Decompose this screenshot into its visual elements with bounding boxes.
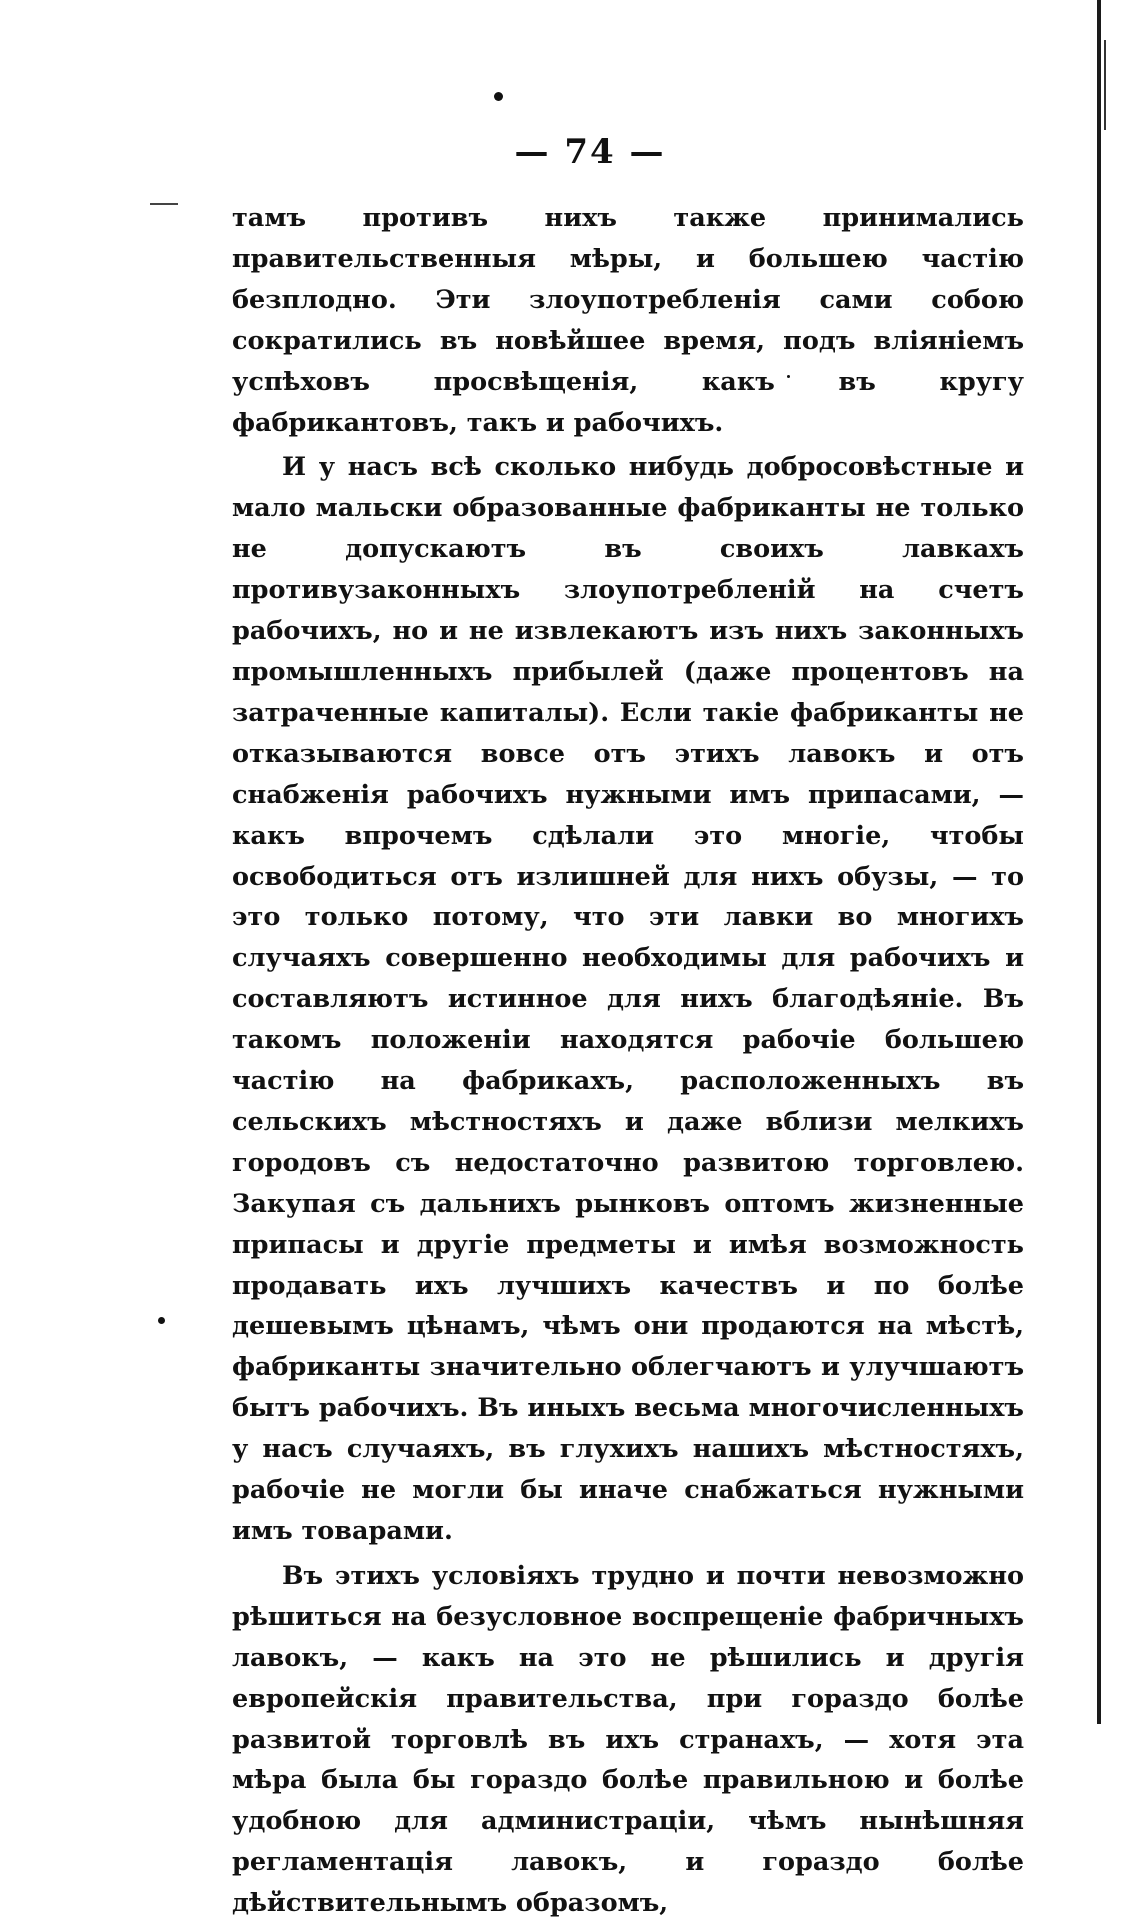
ink-speck-margin xyxy=(158,1317,165,1324)
body-text xyxy=(232,198,1024,1928)
margin-mark xyxy=(150,203,178,205)
page-edge-mark xyxy=(1104,40,1106,130)
paragraph-usloviya: Въ этихъ условіяхъ трудно и почти невозможно рѣшиться на безусловное воспрещеніе фабричныхъ лавокъ, — какъ на это не рѣшились и другія европейскія правительства, при гораздо болѣе развитой торговлѣ въ ихъ странахъ, — хотя эта мѣра была бы гораздо болѣе правильною и болѣе удобною для администраціи, чѣмъ нынѣшняя регламентація лавокъ, и гораздо болѣе дѣйствительнымъ образомъ, xyxy=(232,1560,1024,1919)
paragraph-continuation: тамъ противъ нихъ также принимались правительственныя мѣры, и большею частію безплодно. Эти злоупотребленія сами собою сократились въ новѣйшее время, подъ вліяніемъ успѣховъ просвѣщенія, какъ въ кругу фабрикантовъ, такъ и рабочихъ. xyxy=(232,203,1024,438)
paragraph-fabrikanty: И у насъ всѣ сколько нибудь добросовѣстные и мало мальски образованные фабриканты не только не допускаютъ въ своихъ лавкахъ противузаконныхъ злоупотребленій на счетъ рабочихъ, но и не извлекаютъ изъ нихъ законныхъ промышленныхъ прибылей (даже процентовъ на затраченные капиталы). Если такіе фабриканты не отказываются вовсе отъ этихъ лавокъ и отъ снабженія рабочихъ нужными имъ припасами, — какъ впрочемъ сдѣлали это многіе, чтобы освободиться отъ излишней для нихъ обузы, — то это только потому, что эти лавки во многихъ случаяхъ совершенно необходимы для рабочихъ и составляютъ истинное для нихъ благодѣяніе. Въ такомъ положеніи находятся рабочіе большею частію на фабрикахъ, расположенныхъ въ сельскихъ мѣстностяхъ и даже вблизи мелкихъ городовъ съ недостаточно развитою торговлею. Закупая съ дальнихъ рынковъ оптомъ жизненные припасы и другіе предметы и имѣя возможность продавать ихъ лучшихъ качествъ и по болѣе дешевымъ цѣнамъ, чѣмъ они продаются на мѣстѣ, фабриканты значительно облегчаютъ и улучшаютъ бытъ рабочихъ. Въ иныхъ весьма многочисленныхъ у насъ случаяхъ, въ глухихъ нашихъ мѣстностяхъ, рабочіе не могли бы иначе снабжаться нужными имъ товарами. xyxy=(232,452,1024,1546)
page-number: — 74 — xyxy=(514,132,666,172)
page-edge-shadow xyxy=(1097,0,1101,1724)
ink-speck-top xyxy=(494,92,503,101)
